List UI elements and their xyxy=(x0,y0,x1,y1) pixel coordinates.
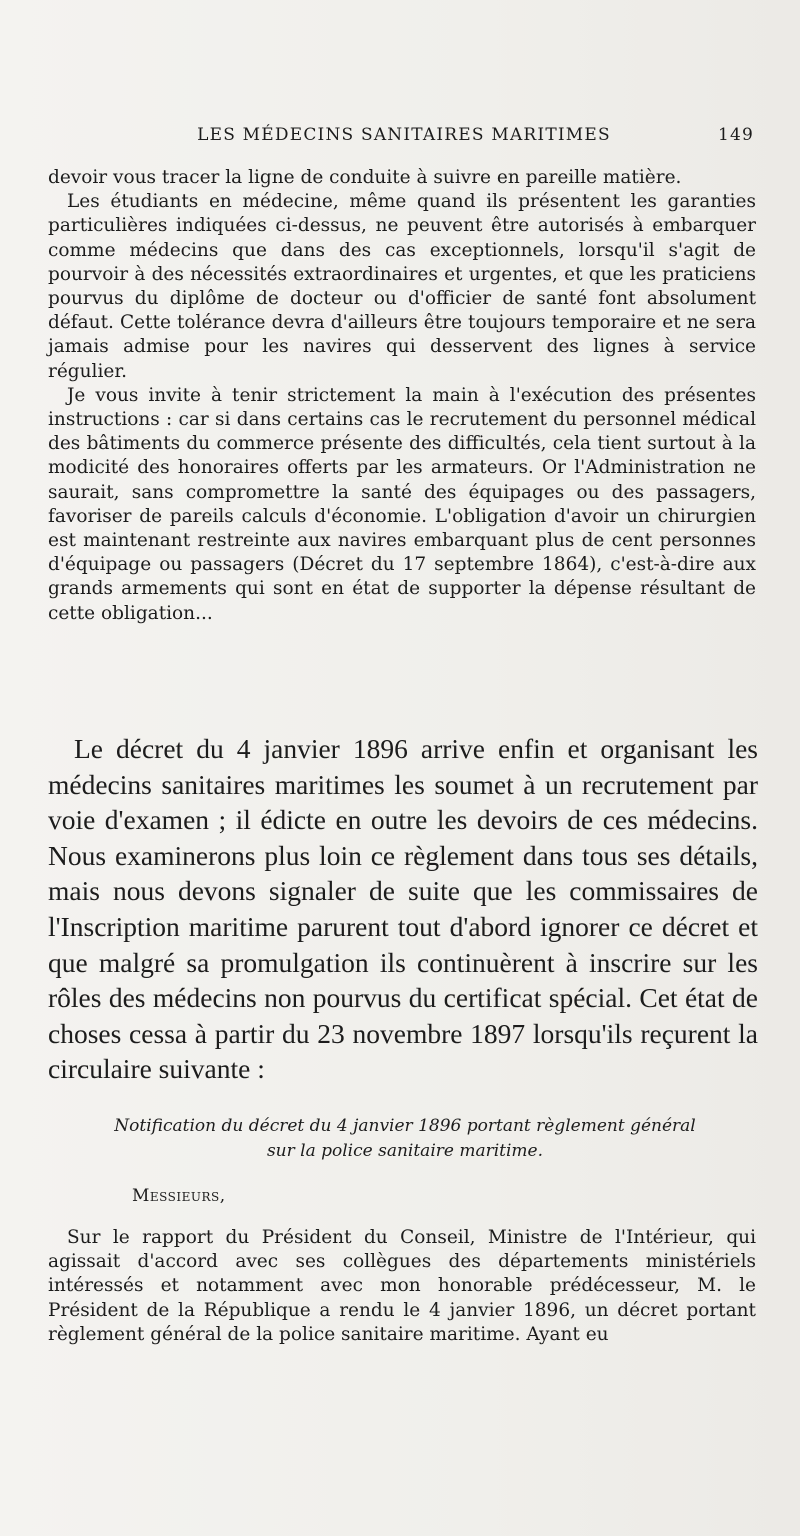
paragraph-decree-1896: Le décret du 4 janvier 1896 arrive enfin et organisant les médecins sanitaires maritimes les soumet à un recrutement par voie d'examen ; il édicte en outre les devoirs de ces médecins. Nous examinerons plus loin ce règlement dans tous ses détails, mais nous devons signaler de suite que les commissaires de l'Inscription maritime parurent tout d'abord ignorer ce décret et que malgré sa promulgation ils continuèrent à inscrire sur les rôles des médecins non pourvus du certificat spécial. Cet état de choses cessa à partir du 23 novembre 1897 lorsqu'ils reçurent la circulaire suivante : xyxy=(48,733,758,1085)
paragraph-students: Les étudiants en médecine, même quand ils présentent les garanties particulières indiquées ci-dessus, ne peuvent être autorisés à embarquer comme médecins que dans des cas exceptionnels, lorsqu'il s'agit de pourvoir à des nécessités extraordinaires et urgentes, et que les praticiens pourvus du diplôme de docteur ou d'officier de santé font absolument défaut. Cette tolérance devra d'ailleurs être toujours temporaire et ne sera jamais admise pour les navires qui desservent des lignes à service régulier. xyxy=(48,191,756,382)
main-text xyxy=(48,731,758,1087)
paragraph-instructions: Je vous invite à tenir strictement la main à l'exécution des présentes instructions : car si dans certains cas le recrutement du personnel médical des bâtiments du commerce présente des difficultés, cela tient surtout à la modicité des honoraires offerts par les armateurs. Or l'Administration ne saurait, sans compromettre la santé des équipages ou des passagers, favoriser de pareils calculs d'économie. L'obligation d'avoir un chirurgien est maintenant restreinte aux navires embarquant plus de cent personnes d'équipage ou passagers (Décret du 17 septembre 1864), c'est-à-dire aux grands armements qui sont en état de supporter la dépense résultant de cette obligation... xyxy=(48,384,756,624)
paragraph-continuation: devoir vous tracer la ligne de conduite à suivre en pareille matière. xyxy=(48,167,682,188)
page-number: 149 xyxy=(717,125,754,145)
notification-heading xyxy=(60,1114,750,1164)
notification-line-2: sur la police sanitaire maritime. xyxy=(266,1141,544,1161)
notification-line-1: Notification du décret du 4 janvier 1896 portant règlement général xyxy=(114,1116,696,1136)
paragraph-report: Sur le rapport du Président du Conseil, Ministre de l'Intérieur, qui agissait d'accord avec ses collègues des départements ministériels intéressés et notamment avec mon honorable prédécesseur, M. le Président de la République a rendu le 4 janvier 1896, un décret portant règlement général de la police sanitaire maritime. Ayant eu xyxy=(48,1227,756,1345)
running-title: LES MÉDECINS SANITAIRES MARITIMES xyxy=(197,125,611,145)
salutation: Messieurs, xyxy=(132,1186,226,1206)
letter-body xyxy=(48,1226,756,1347)
running-header xyxy=(48,125,760,151)
quoted-circular-text xyxy=(48,166,756,626)
